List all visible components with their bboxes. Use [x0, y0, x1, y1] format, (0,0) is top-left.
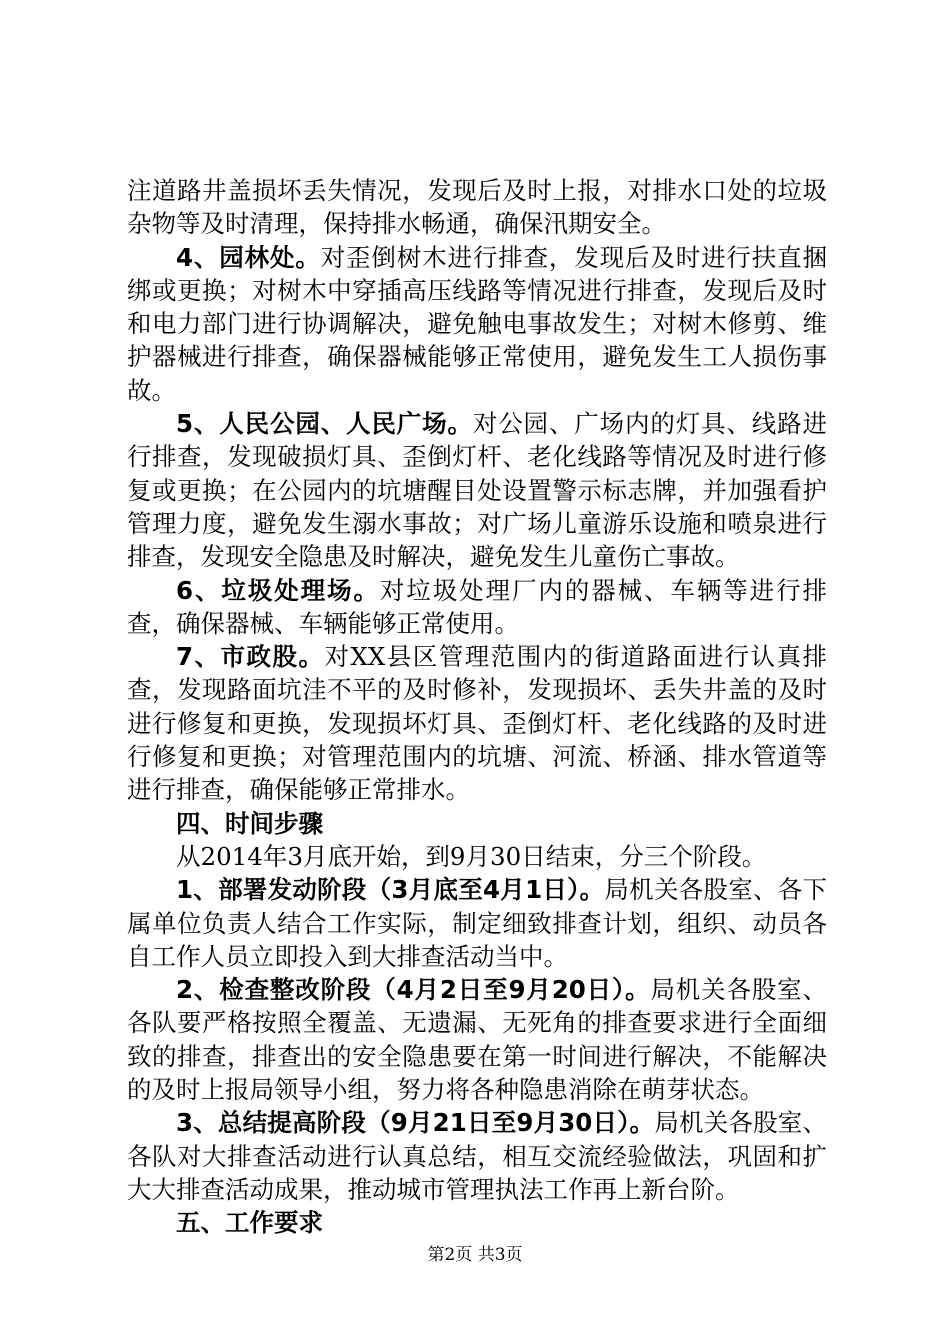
phase-inspection [127, 973, 827, 1106]
paragraph-text: 对XX县区管理范围内的街道路面进行认真排查，发现路面坑洼不平的及时修补，发现损坏、丢失井盖的及时进行修复和更换，发现损坏灯具、歪倒灯杆、老化线路的及时进行修复和更换；对管理范围内的坑塘、河流、桥涵、排水管道等进行排查，确保能够正常排水。 [127, 642, 827, 805]
paragraph-garden-office [127, 241, 827, 407]
paragraph-lead: 4、园林处。 [176, 242, 321, 272]
page-number-label: 第2页 共3页 [427, 1245, 523, 1265]
phase-lead: 1、部署发动阶段（3月底至4月1日）。 [176, 875, 605, 905]
paragraph-lead: 7、市政股。 [176, 642, 325, 672]
paragraph-lead: 5、人民公园、人民广场。 [176, 409, 473, 439]
phase-lead: 3、总结提高阶段（9月21日至9月30日）。 [176, 1108, 655, 1138]
phase-text: 局机关各股室、各队要严格按照全覆盖、无遗漏、无死角的排查要求进行全面细致的排查，排查出的安全隐患要在第一时间进行解决，不能解决的及时上报局领导小组，努力将各种隐患消除在萌芽状态。 [127, 975, 828, 1105]
section-heading-schedule: 四、时间步骤 [176, 808, 323, 838]
phase-summary [127, 1106, 827, 1206]
paragraph-text: 对公园、广场内的灯具、线路进行排查，发现破损灯具、歪倒灯杆、老化线路等情况及时进行修复或更换；在公园内的坑塘醒目处设置警示标志牌，并加强看护管理力度，避免发生溺水事故；对广场儿童游乐设施和喷泉进行排查，发现安全隐患及时解决，避免发生儿童伤亡事故。 [127, 409, 827, 572]
schedule-intro: 从2014年3月底开始，到9月30日结束，分三个阶段。 [176, 841, 767, 871]
section-heading-requirements: 五、工作要求 [176, 1208, 323, 1238]
document-body [127, 174, 827, 1240]
phase-text: 局机关各股室、各队对大排查活动进行认真总结，相互交流经验做法，巩固和扩大大排查活动成果，推动城市管理执法工作再上新台阶。 [127, 1108, 827, 1204]
paragraph-text: 对垃圾处理厂内的器械、车辆等进行排查，确保器械、车辆能够正常使用。 [127, 575, 828, 638]
paragraph-peoples-park [127, 407, 827, 573]
paragraph-text: 对歪倒树木进行排查，发现后及时进行扶直捆绑或更换；对树木中穿插高压线路等情况进行排查，发现后及时和电力部门进行协调解决，避免触电事故发生；对树木修剪、维护器械进行排查，确保器械能够正常使用，避免发生工人损伤事故。 [127, 242, 828, 405]
paragraph-waste-plant [127, 574, 827, 641]
paragraph-lead: 6、垃圾处理场。 [176, 575, 380, 605]
page-footer [0, 1240, 950, 1265]
phase-text: 局机关各股室、各下属单位负责人结合工作实际，制定细致排查计划，组织、动员各自工作人员立即投入到大排查活动当中。 [127, 875, 828, 971]
paragraph-drainage-continued: 注道路井盖损坏丢失情况，发现后及时上报，对排水口处的垃圾杂物等及时清理，保持排水畅通，确保汛期安全。 [127, 176, 827, 239]
phase-lead: 2、检查整改阶段（4月2日至9月20日）。 [176, 975, 651, 1005]
phase-mobilization [127, 873, 827, 973]
paragraph-municipal-section [127, 640, 827, 806]
